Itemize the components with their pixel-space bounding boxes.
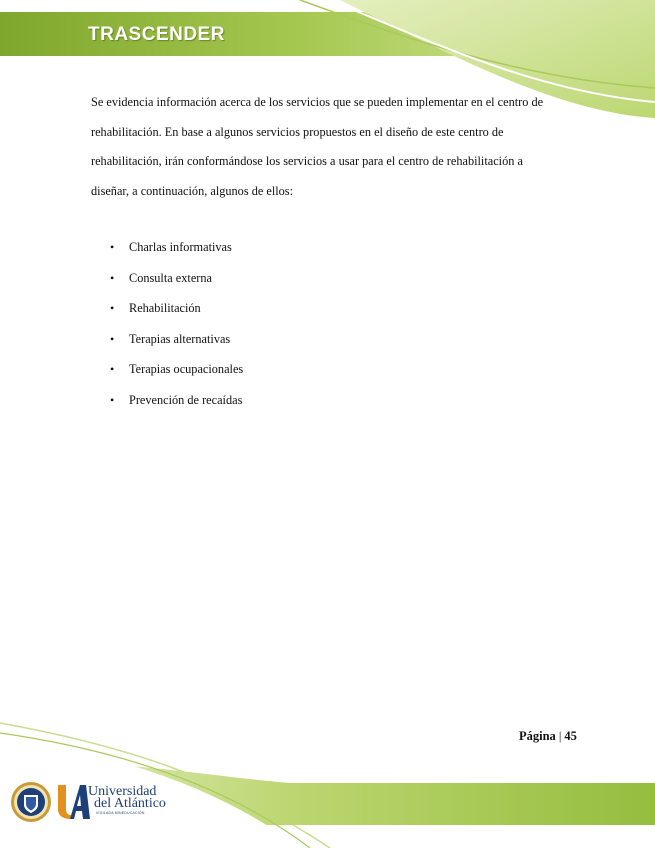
bullet-icon: • — [110, 362, 115, 376]
university-name-line2: del Atlántico — [94, 796, 166, 811]
service-item — [110, 233, 243, 264]
bullet-icon: • — [110, 270, 115, 285]
page-separator: | — [558, 729, 562, 743]
bullet-icon: • — [110, 240, 115, 254]
bullet-icon: • — [110, 331, 115, 346]
page-number-value: 45 — [564, 729, 577, 743]
page-label: Página — [519, 729, 556, 743]
university-tagline: VIGILADA MINEDUCACIÓN — [96, 811, 145, 815]
service-label: Terapias ocupacionales — [129, 362, 244, 376]
service-label: Rehabilitación — [129, 301, 201, 315]
service-item — [110, 294, 243, 325]
paragraph-line: diseñar, a continuación, algunos de ellos: — [91, 184, 294, 199]
service-label: Prevención de recaídas — [129, 392, 243, 407]
document-header-title: TRASCENDER — [88, 24, 225, 45]
ua-logo-icon — [56, 781, 90, 821]
services-list — [110, 233, 243, 416]
university-name-line1: Universidad — [88, 784, 157, 799]
service-item — [110, 325, 243, 356]
page-number — [519, 729, 577, 744]
university-seal-icon — [10, 781, 52, 823]
service-item — [110, 355, 243, 386]
bullet-icon: • — [110, 392, 115, 407]
university-name — [88, 786, 166, 816]
service-label: Charlas informativas — [129, 240, 232, 254]
service-label: Consulta externa — [129, 270, 212, 285]
paragraph-line: rehabilitación. En base a algunos servicios propuestos en el diseño de este centro de — [91, 124, 504, 139]
intro-paragraph — [91, 88, 571, 207]
service-item — [110, 386, 243, 417]
service-label: Terapias alternativas — [129, 331, 231, 346]
paragraph-line: Se evidencia información acerca de los servicios que se pueden implementar en el centro de — [91, 95, 544, 109]
paragraph-line: rehabilitación, irán conformándose los servicios a usar para el centro de rehabilitación a — [91, 154, 523, 169]
service-item — [110, 264, 243, 295]
bullet-icon: • — [110, 301, 115, 315]
